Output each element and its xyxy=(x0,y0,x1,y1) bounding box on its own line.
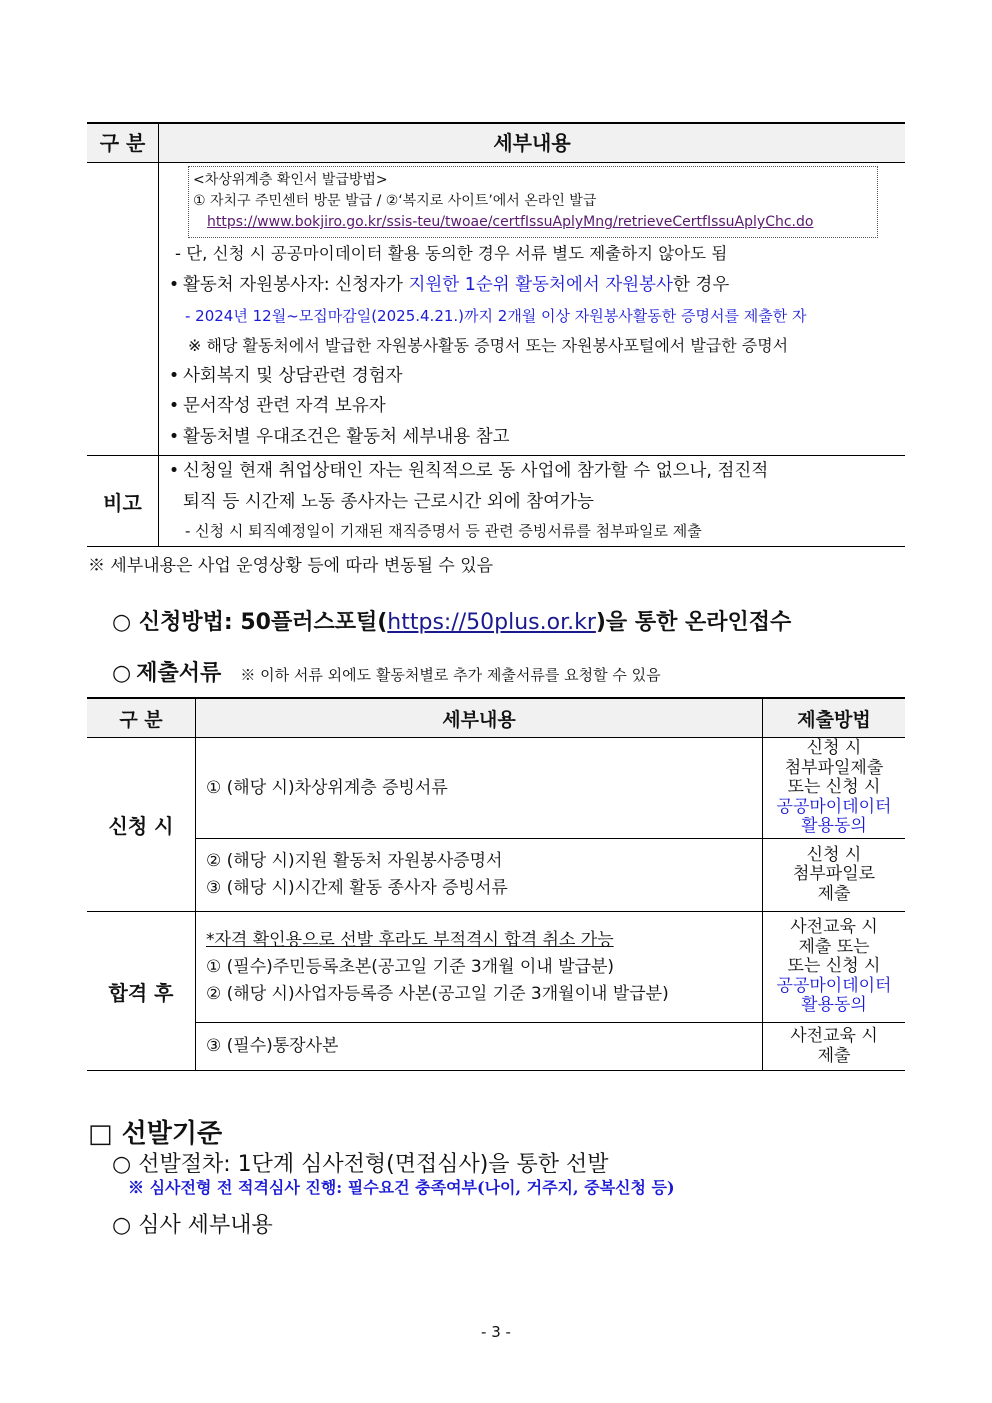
bokjiro-link[interactable]: https://www.bokjiro.go.kr/ssis-teu/twoae/certfIssuAplyMng/retrieveCertfIssuAplyChc.do xyxy=(207,214,814,230)
header-details: 세부내용 xyxy=(196,698,763,738)
table-row xyxy=(87,839,905,912)
documents-table xyxy=(87,697,905,1071)
header-category: 구 분 xyxy=(87,698,196,738)
table-row-remarks xyxy=(87,456,905,547)
header-category: 구 분 xyxy=(87,123,159,163)
method-cell: 사전교육 시 제출 또는 또는 신청 시 공공마이데이터 활용동의 xyxy=(763,912,906,1023)
circle-bullet-icon: ○ xyxy=(112,610,132,635)
remarks-label: 비고 xyxy=(87,456,159,547)
details-cell: ② (해당 시)지원 활동처 자원봉사증명서 ③ (해당 시)시간제 활동 종사자 증빙서류 xyxy=(196,839,763,912)
group-label-apply: 신청 시 xyxy=(87,738,196,912)
remarks-cell xyxy=(159,456,906,547)
eligibility-table xyxy=(87,122,905,547)
table-header-row xyxy=(87,698,905,738)
documents-note: ※ 이하 서류 외에도 활동처별로 추가 제출서류를 요청할 수 있음 xyxy=(240,666,661,684)
details-cell xyxy=(159,163,906,456)
volunteer-bullet: • 활동처 자원봉사자: 신청자가 지원한 1순위 활동처에서 자원봉사한 경우 xyxy=(159,270,905,301)
table-row xyxy=(87,738,905,839)
selection-procedure: ○ 선발절차: 1단계 심사전형(면접심사)을 통한 선발 xyxy=(112,1152,609,1177)
volunteer-period: - 2024년 12월~모집마감일(2025.4.21.)까지 2개월 이상 자원봉사활동한 증명서를 제출한 자 xyxy=(185,306,807,325)
table-row-preference xyxy=(87,163,905,456)
header-details: 세부내용 xyxy=(159,123,906,163)
50plus-portal-link[interactable]: https://50plus.or.kr xyxy=(387,610,596,635)
header-method: 제출방법 xyxy=(763,698,906,738)
circle-bullet-icon: ○ xyxy=(112,661,132,686)
method-cell: 신청 시 첨부파일제출 또는 신청 시 공공마이데이터 활용동의 xyxy=(763,738,906,839)
remarks-line-1: • 신청일 현재 취업상태인 자는 원칙적으로 동 사업에 참가할 수 없으나, 점진적 xyxy=(159,456,905,487)
bullet-icon: • xyxy=(168,461,180,481)
bullet-icon: • xyxy=(168,365,180,386)
method-cell: 신청 시 첨부파일로 제출 xyxy=(763,839,906,912)
bullet-social-welfare: • 사회복지 및 상담관련 경험자 xyxy=(159,361,905,392)
category-cell-empty xyxy=(87,163,159,456)
remarks-line-2: 퇴직 등 시간제 노동 종사자는 근로시간 외에 참여가능 xyxy=(183,491,594,512)
details-cell: ③ (필수)통장사본 xyxy=(196,1023,763,1071)
square-box-icon: □ xyxy=(88,1119,113,1149)
info-box xyxy=(188,166,878,238)
method-cell: 사전교육 시 제출 xyxy=(763,1023,906,1071)
details-cell: *자격 확인용으로 선발 후라도 부적격시 합격 취소 가능 ① (필수)주민등록초본(공고일 기준 3개월 이내 발급분) ② (해당 시)사업자등록증 사본(공고일 기준 3개월이내 발급분) xyxy=(196,912,763,1023)
selection-details: ○ 심사 세부내용 xyxy=(112,1213,273,1238)
group-label-after-pass: 합격 후 xyxy=(87,912,196,1071)
bullet-icon: • xyxy=(168,275,180,295)
documents-heading: ○ 제출서류 ※ 이하 서류 외에도 활동처별로 추가 제출서류를 요청할 수 있음 xyxy=(112,661,661,686)
details-cell: ① (해당 시)차상위계층 증빙서류 xyxy=(196,738,763,839)
bullet-preference-note: • 활동처별 우대조건은 활동처 세부내용 참고 xyxy=(159,422,905,453)
table-header-row xyxy=(87,123,905,163)
apply-method: ○ 신청방법: 50플러스포털(https://50plus.or.kr)을 통한 온라인접수 xyxy=(112,610,792,635)
bullet-icon: • xyxy=(168,396,180,416)
footnote-change-notice: ※ 세부내용은 사업 운영상황 등에 따라 변동될 수 있음 xyxy=(88,556,494,576)
selection-procedure-note: ※ 심사전형 전 적격심사 진행: 필수요건 충족여부(나이, 거주지, 중복신청 등) xyxy=(128,1178,675,1197)
bullet-document-cert: • 문서작성 관련 자격 보유자 xyxy=(159,391,905,422)
table-row xyxy=(87,1023,905,1071)
public-data-note: - 단, 신청 시 공공마이데이터 활용 동의한 경우 서류 별도 제출하지 않아도 됨 xyxy=(175,244,728,263)
info-box-title: <차상위계층 확인서 발급방법> xyxy=(193,172,388,188)
bullet-icon: • xyxy=(168,426,180,447)
page-number: - 3 - xyxy=(481,1323,511,1341)
remarks-sub: - 신청 시 퇴직예정일이 기재된 재직증명서 등 관련 증빙서류를 첨부파일로 제출 xyxy=(185,522,702,540)
volunteer-cert-note: ※ 해당 활동처에서 발급한 자원봉사활동 증명서 또는 자원봉사포털에서 발급한 증명서 xyxy=(188,335,789,355)
selection-title: □ 선발기준 xyxy=(88,1119,223,1149)
table-row xyxy=(87,912,905,1023)
info-box-line: ① 자치구 주민센터 방문 발급 / ②‘복지로 사이트’에서 온라인 발급 xyxy=(193,193,597,209)
